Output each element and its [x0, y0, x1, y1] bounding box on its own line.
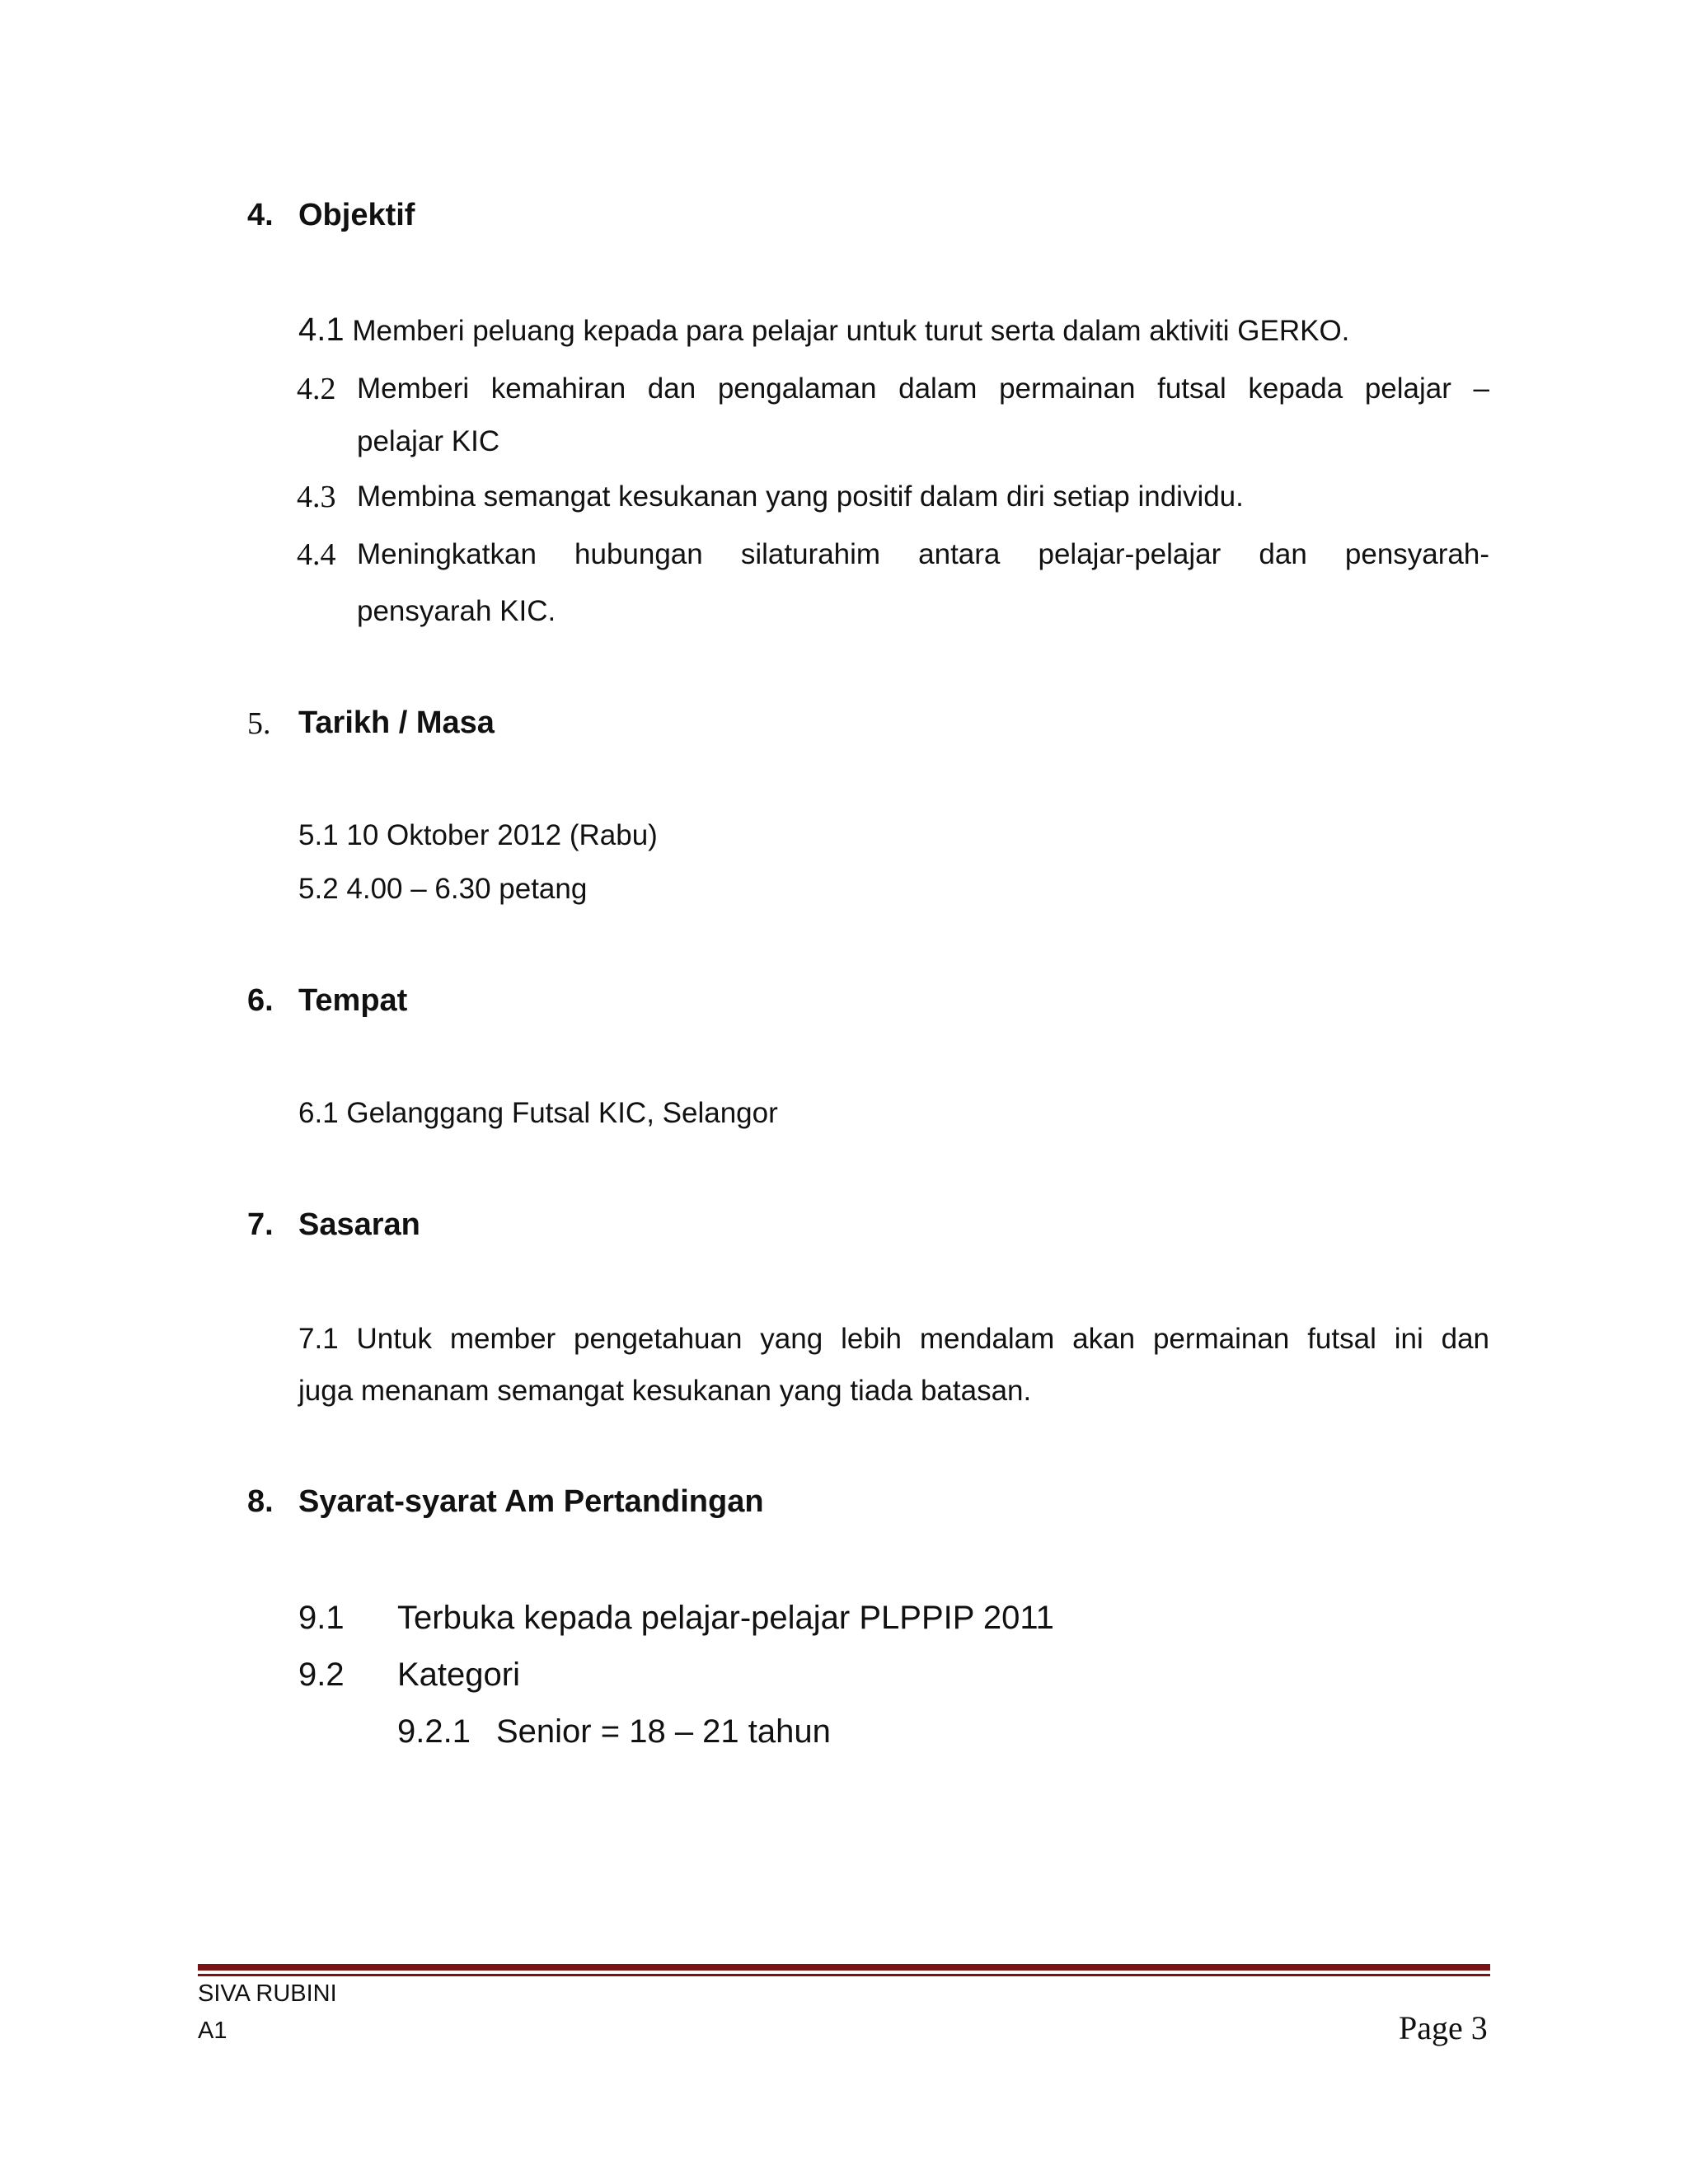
tarikh-item-2: 5.2 4.00 – 6.30 petang: [298, 873, 588, 905]
heading-title: Objektif: [298, 198, 415, 232]
heading-number: 4.: [247, 198, 274, 232]
tempat-item-1: 6.1 Gelanggang Futsal KIC, Selangor: [298, 1097, 778, 1129]
sasaran-line1: 7.1 Untuk member pengetahuan yang lebih mendalam akan permainan futsal ini dan: [298, 1323, 1489, 1355]
objektif-item-3-number: 4.3: [297, 480, 336, 514]
syarat-subitem-number: 9.2.1: [397, 1713, 471, 1750]
syarat-item-1-text: Terbuka kepada pelajar-pelajar PLPPIP 2011: [397, 1600, 1054, 1636]
syarat-item-2-number: 9.2: [298, 1657, 345, 1693]
objektif-item-4-number: 4.4: [297, 537, 336, 572]
objektif-item-3-text: Membina semangat kesukanan yang positif dalam diri setiap individu.: [357, 480, 1244, 513]
heading-number: 5.: [247, 706, 271, 741]
objektif-item-2-line2: pelajar KIC: [357, 425, 500, 457]
syarat-subitem-text: Senior = 18 – 21 tahun: [496, 1713, 831, 1750]
heading-title: Tempat: [298, 983, 408, 1018]
heading-number: 7.: [247, 1207, 274, 1242]
syarat-item-1-number: 9.1: [298, 1600, 345, 1636]
heading-title: Syarat-syarat Am Pertandingan: [298, 1484, 764, 1519]
page-number: Page 3: [1399, 2009, 1488, 2046]
heading-title: Sasaran: [298, 1207, 420, 1242]
heading-number: 8.: [247, 1484, 274, 1519]
heading-number: 6.: [247, 983, 274, 1018]
item-text: Memberi peluang kepada para pelajar untuk turut serta dalam aktiviti GERKO.: [352, 315, 1350, 347]
sasaran-line2: juga menanam semangat kesukanan yang tiada batasan.: [298, 1375, 1032, 1407]
objektif-item-2-number: 4.2: [297, 372, 336, 406]
tarikh-item-1: 5.1 10 Oktober 2012 (Rabu): [298, 819, 658, 851]
objektif-item-4-line1: Meningkatkan hubungan silaturahim antara pelajar-pelajar dan pensyarah-: [357, 538, 1489, 570]
item-number: 4.1: [298, 312, 345, 348]
footer-code: A1: [198, 2018, 227, 2044]
objektif-item-2-line1: Memberi kemahiran dan pengalaman dalam permainan futsal kepada pelajar –: [357, 373, 1489, 405]
footer-author: SIVA RUBINI: [198, 1980, 337, 2007]
heading-title: Tarikh / Masa: [298, 705, 495, 740]
footer-rule-thin: [198, 1974, 1490, 1976]
syarat-item-2-text: Kategori: [397, 1657, 520, 1693]
objektif-item-4-line2: pensyarah KIC.: [357, 595, 556, 627]
objektif-item-1: [298, 312, 1349, 349]
footer-rule: [198, 1964, 1490, 1971]
